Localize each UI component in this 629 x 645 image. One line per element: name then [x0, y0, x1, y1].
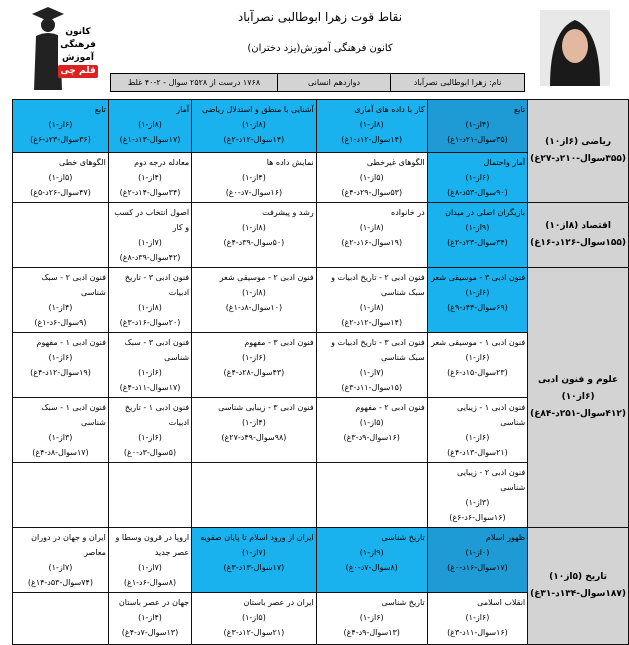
topic-cell	[108, 203, 191, 268]
topic-rank: (۸از-۱)	[241, 288, 266, 297]
topic-rank: (۰از-۱)	[465, 548, 490, 557]
topic-title: فنون ادبی ۳ - تاریخ ادبیات و سبک شناسی	[331, 338, 425, 362]
topic-title: تابع	[94, 105, 106, 114]
topic-cell	[192, 463, 317, 528]
topic-cell	[316, 528, 427, 593]
student-info-bar	[110, 73, 525, 92]
strengths-table	[12, 99, 629, 645]
topic-stats: (۹سوال-۶د-۱غ)	[34, 318, 87, 327]
topic-cell	[108, 153, 191, 203]
topic-cell	[108, 398, 191, 463]
topic-cell	[192, 268, 317, 333]
table-row	[13, 268, 629, 333]
topic-stats: (۵سوال-۳د-۰غ)	[123, 448, 177, 457]
topic-rank: (۹از-۱)	[359, 548, 384, 557]
topic-rank: (۸از-۱)	[241, 223, 266, 232]
subject-cell	[528, 203, 629, 268]
topic-rank: (۷از-۱)	[241, 548, 266, 557]
topic-title: تاریخ شناسی	[381, 598, 425, 607]
topic-stats: (۱۶سوال-۹د-۳غ)	[343, 433, 400, 442]
topic-stats: (۹۰سوال-۵۳د-۸غ)	[447, 188, 508, 197]
topic-rank: (۸از-۱)	[359, 303, 384, 312]
student-name: نام: زهرا ابوطالبی نصرآباد	[390, 74, 524, 91]
topic-cell	[13, 100, 109, 153]
topic-stats: (۴۳سوال-۲۸د-۴غ)	[223, 368, 285, 377]
topic-title: فنون ادبی ۲ - موسیقی شعر	[219, 273, 314, 282]
topic-cell	[108, 463, 191, 528]
topic-title: فنون ادبی ۳ - تاریخ ادبیات	[124, 273, 190, 297]
topic-cell	[316, 333, 427, 398]
topic-rank: (۴از-۱)	[241, 173, 266, 182]
topic-cell	[13, 203, 109, 268]
topic-cell	[108, 528, 191, 593]
topic-stats: (۱۹سوال-۱۲د-۴غ)	[30, 368, 91, 377]
topic-stats: (۳۵سوال-۲۱د-۱غ)	[447, 135, 508, 144]
topic-rank: (۸از-۱)	[359, 120, 384, 129]
topic-title: فنون ادبی ۳ - زیبایی شناسی	[218, 403, 314, 412]
logo	[28, 4, 100, 92]
topic-title: فنون ادبی ۱ - موسیقی شعر	[431, 338, 526, 347]
topic-cell	[427, 100, 527, 153]
topic-stats: (۳۴سوال-۲۳د-۲غ)	[447, 238, 508, 247]
topic-stats: (۱۴سوال-۱۲د-۲غ)	[341, 318, 403, 327]
topic-cell	[108, 593, 191, 645]
logo-text-3: آموزش	[62, 53, 94, 63]
topic-cell	[192, 153, 317, 203]
logo-text-1: کانون	[65, 27, 91, 37]
topic-title: ایران در عصر باستان	[243, 598, 314, 607]
topic-rank: (۸از-۱)	[138, 120, 162, 129]
logo-text-4: قلم چی	[58, 65, 98, 78]
topic-stats: (۱۷سوال-۱۱د-۴غ)	[119, 383, 181, 392]
topic-rank: (۶از-۱)	[48, 353, 73, 362]
topic-rank: (۵از-۱)	[359, 173, 384, 182]
student-photo	[540, 10, 610, 86]
topic-title: اصول انتخاب در کسب و کار	[114, 208, 190, 232]
topic-title: فنون ادبی ۲ - سبک شناسی	[41, 273, 106, 297]
topic-cell	[316, 398, 427, 463]
score-summary: ۱۷۶۸ درست از ۲۵۲۸ سوال - ۲-۴۰ غلط	[127, 78, 261, 87]
topic-title: الگوهای غیرخطی	[366, 158, 425, 167]
topic-rank: (۶از-۱)	[48, 120, 73, 129]
topic-cell	[427, 268, 527, 333]
topic-title: کار با داده های آماری	[354, 105, 425, 114]
topic-cell	[108, 268, 191, 333]
topic-title: آمار واحتمال	[483, 158, 526, 167]
topic-rank: (۴از-۱)	[465, 120, 490, 129]
topic-rank: (۸از-۱)	[138, 303, 162, 312]
topic-title: ایران از ورود اسلام تا پایان صفویه	[200, 533, 314, 542]
topic-cell	[427, 203, 527, 268]
topic-rank: (۳از-۱)	[48, 433, 73, 442]
page-subtitle: کانون فرهنگی آموزش(یزد دختران)	[247, 43, 393, 54]
topic-title: فنون ادبی ۳ - مفهوم	[244, 338, 314, 347]
subject-cell	[528, 100, 629, 203]
topic-stats: (۳۶سوال-۲۳د-۶غ)	[30, 135, 91, 144]
topic-stats: (۹۸سوال-۴۹د-۲۷غ)	[221, 433, 287, 442]
topic-title: فنون ادبی ۳ - سبک شناسی	[124, 338, 190, 362]
topic-rank: (۶از-۱)	[359, 613, 384, 622]
topic-rank: (۸از-۱)	[359, 223, 384, 232]
topic-rank: (۶از-۱)	[465, 613, 490, 622]
topic-cell	[316, 593, 427, 645]
topic-stats: (۵۳سوال-۲۹د-۴غ)	[341, 188, 403, 197]
topic-cell	[427, 463, 527, 528]
topic-rank: (۶از-۱)	[465, 353, 490, 362]
subject-stats: (۱۵۵سوال-۱۲۶د-۱۶غ)	[530, 238, 626, 248]
topic-stats: (۱۷سوال-۱۳د-۳غ)	[223, 563, 285, 572]
topic-cell	[13, 268, 109, 333]
topic-title: تاریخ شناسی	[381, 533, 425, 542]
topic-rank: (۴از-۱)	[138, 613, 162, 622]
topic-stats: (۴۷سوال-۲۶د-۵غ)	[30, 188, 91, 197]
topic-cell	[316, 153, 427, 203]
topic-cell	[13, 463, 109, 528]
topic-cell	[192, 398, 317, 463]
topic-stats: (۵۰سوال-۳۹د-۴غ)	[223, 238, 285, 247]
topic-rank: (۶از-۱)	[138, 433, 162, 442]
topic-rank: (۷از-۱)	[138, 238, 162, 247]
topic-cell	[13, 153, 109, 203]
topic-rank: (۶از-۱)	[465, 173, 490, 182]
topic-stats: (۳۴سوال-۱۴د-۲غ)	[119, 188, 181, 197]
topic-title: الگوهای خطی	[59, 158, 106, 167]
subject-stats: (۱۸۷سوال-۱۳۴د-۳۱غ)	[530, 589, 626, 599]
subject-cell	[528, 528, 629, 645]
topic-title: تابع	[514, 105, 526, 114]
topic-stats: (۲۳سوال-۱۵د-۶غ)	[447, 368, 508, 377]
subject-stats: (۳۵۵سوال-۲۱۰د-۲۷غ)	[530, 154, 626, 164]
topic-cell	[427, 398, 527, 463]
topic-rank: (۹از-۱)	[465, 223, 490, 232]
topic-title: فنون ادبی ۱ - تاریخ ادبیات	[124, 403, 190, 427]
topic-stats: (۱۷سوال-۱۳د-۱غ)	[119, 135, 181, 144]
topic-cell	[427, 528, 527, 593]
logo-text-2: فرهنگی	[60, 40, 96, 50]
topic-stats: (۱۶سوال-۱۱د-۳غ)	[447, 628, 508, 637]
topic-rank: (۴از-۱)	[48, 303, 73, 312]
topic-rank: (۶از-۱)	[465, 288, 490, 297]
topic-rank: (۶از-۱)	[138, 368, 162, 377]
topic-stats: (۸سوال-۷د-۰غ)	[345, 563, 398, 572]
topic-cell	[192, 100, 317, 153]
topic-stats: (۱۴سوال-۱۲د-۲غ)	[223, 135, 285, 144]
table-row	[13, 528, 629, 593]
topic-stats: (۱۷سوال-۱۶د-۰غ)	[447, 563, 508, 572]
topic-rank: (۶از-۱)	[465, 433, 490, 442]
topic-cell	[13, 333, 109, 398]
topic-title: فنون ادبی ۱ - مفهوم	[36, 338, 106, 347]
topic-cell	[13, 528, 109, 593]
topic-rank: (۵از-۱)	[241, 613, 266, 622]
topic-rank: (۷از-۱)	[48, 563, 73, 572]
page-title: نقاط قوت زهرا ابوطالبی نصرآباد	[237, 10, 403, 24]
topic-title: فنون ادبی ۳ - موسیقی شعر	[431, 273, 526, 282]
table-row	[13, 100, 629, 153]
topic-stats: (۱۹سوال-۱۶د-۲غ)	[341, 238, 403, 247]
subject-name: ریاضی (۶از۱۰)	[545, 137, 612, 147]
topic-cell	[192, 333, 317, 398]
topic-cell	[108, 100, 191, 153]
topic-cell	[427, 333, 527, 398]
topic-title: اروپا در قرون وسطا و عصر جدید	[115, 533, 190, 557]
topic-title: فنون ادبی ۲ - تاریخ ادبیات و سبک شناسی	[331, 273, 425, 297]
topic-title: فنون ادبی ۲ - زیبایی شناسی	[457, 468, 526, 492]
topic-stats: (۲۱سوال-۱۳د-۴غ)	[447, 448, 508, 457]
topic-stats: (۱۶سوال-۷د-۰غ)	[225, 188, 283, 197]
topic-stats: (۱۵سوال-۱۱د-۳غ)	[341, 383, 403, 392]
topic-stats: (۴۲سوال-۳۹د-۸غ)	[119, 253, 181, 262]
topic-stats: (۱۷سوال-۸د-۴غ)	[32, 448, 89, 457]
topic-stats: (۱۳سوال-۷د-۴غ)	[121, 628, 179, 637]
topic-cell	[316, 100, 427, 153]
topic-rank: (۴از-۱)	[138, 173, 162, 182]
subject-cell	[528, 268, 629, 528]
topic-title: معادله درجه دوم	[134, 158, 190, 167]
topic-cell	[192, 203, 317, 268]
topic-title: انقلاب اسلامی	[477, 598, 526, 607]
student-grade: دوازدهم انسانی	[277, 74, 390, 91]
topic-stats: (۲۱سوال-۱۲د-۳غ)	[223, 628, 285, 637]
topic-title: آشنایی با منطق و استدلال ریاضی	[201, 105, 314, 114]
topic-stats: (۲۰سوال-۱۶د-۳غ)	[119, 318, 181, 327]
topic-title: آمار	[176, 105, 190, 114]
topic-rank: (۶از-۱)	[241, 353, 266, 362]
topic-stats: (۷۴سوال-۵۳د-۱۴غ)	[27, 578, 93, 587]
topic-rank: (۸از-۱)	[241, 120, 266, 129]
subject-stats: (۴۱۲سوال-۲۵۱د-۸۴غ)	[530, 409, 626, 419]
topic-cell	[316, 268, 427, 333]
subject-name: علوم و فنون ادبی (۶از۱۰)	[538, 375, 619, 402]
topic-rank: (۷از-۱)	[138, 563, 162, 572]
topic-title: رشد و پیشرفت	[262, 208, 314, 217]
topic-title: بازیگران اصلی در میدان	[445, 208, 526, 217]
table-row	[13, 203, 629, 268]
topic-title: در خانواده	[391, 208, 425, 217]
topic-stats: (۱۶سوال-۶د-۶غ)	[449, 513, 506, 522]
topic-cell	[316, 203, 427, 268]
topic-rank: (۴از-۱)	[241, 418, 266, 427]
topic-title: فنون ادبی ۲ - مفهوم	[355, 403, 425, 412]
topic-title: فنون ادبی ۱ - زیبایی شناسی	[457, 403, 526, 427]
topic-rank: (۷از-۱)	[359, 368, 384, 377]
person-photo-icon	[540, 10, 610, 86]
topic-cell	[316, 463, 427, 528]
topic-rank: (۵از-۱)	[359, 418, 384, 427]
topic-cell	[192, 528, 317, 593]
topic-stats: (۱۴سوال-۱۲د-۱غ)	[341, 135, 403, 144]
subject-name: اقتصاد (۸از۱۰)	[545, 221, 611, 231]
topic-cell	[427, 153, 527, 203]
topic-rank: (۳از-۱)	[465, 498, 490, 507]
topic-stats: (۱۳سوال-۹د-۴غ)	[343, 628, 400, 637]
topic-title: ظهور اسلام	[485, 533, 526, 542]
topic-title: ایران و جهان در دوران معاصر	[31, 533, 106, 557]
topic-title: نمایش داده ها	[266, 158, 314, 167]
topic-cell	[427, 593, 527, 645]
topic-cell	[13, 398, 109, 463]
topic-title: جهان در عصر باستان	[118, 598, 190, 607]
topic-stats: (۸سوال-۶د-۱غ)	[123, 578, 177, 587]
topic-stats: (۶۹سوال-۴۴د-۹غ)	[447, 303, 508, 312]
topic-stats: (۱۰سوال-۸د-۱غ)	[225, 303, 283, 312]
topic-cell	[108, 333, 191, 398]
topic-cell	[13, 593, 109, 645]
topic-rank: (۵از-۱)	[48, 173, 73, 182]
topic-cell	[192, 593, 317, 645]
subject-name: تاریخ (۵از۱۰)	[549, 572, 608, 582]
topic-title: فنون ادبی ۱ - سبک شناسی	[41, 403, 106, 427]
